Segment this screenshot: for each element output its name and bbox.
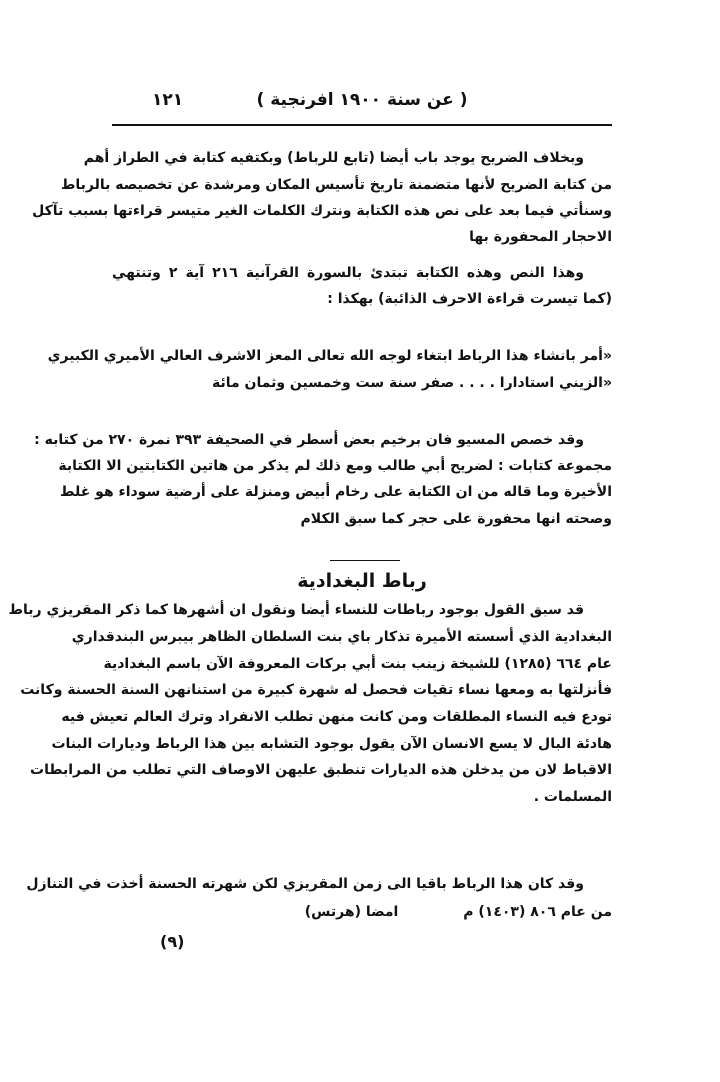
text-line: «أمر بانشاء هذا الرباط ابتغاء لوجه الله تعالى المعز الاشرف العالي الأميري الكبيري — [47, 348, 612, 364]
text-line: وصحته انها محفورة على حجر كما سبق الكلام — [300, 511, 612, 527]
text-line: فأنزلتها به ومعها نساء تقيات فحصل له شهرة كبيرة من استنانهن السنة الحسنة وكانت — [20, 682, 612, 698]
text-line: مجموعة كتابات : لضريح أبي طالب ومع ذلك لم يذكر من هاتين الكتابتين الا الكتابة — [58, 458, 612, 474]
text-line — [112, 901, 612, 923]
text-line: هادئة البال لا يسع الانسان الآن يقول بوجود التشابه بين هذا الرباط وديارات البنات — [51, 736, 612, 752]
text-line: «الزيني استادارا . . . . صفر سنة ست وخمسين وثمان مائة — [211, 375, 612, 391]
running-title: ( عن سنة ١٩٠٠ افرنجية ) — [256, 90, 468, 110]
footnote-marker: (٩) — [160, 932, 185, 951]
text-line: وسنأتي فيما بعد على نص هذه الكتابة ونترك الكلمات الغير متيسر قراءتها بسبب تآكل — [32, 203, 612, 219]
page-header — [112, 86, 612, 118]
text-line: الأخيرة وما قاله من ان الكتابة على رخام أبيض ومنزلة على أرضية سوداء هو غلط — [60, 484, 612, 500]
page-number: ١٢١ — [152, 90, 184, 110]
header-rule — [112, 124, 612, 126]
section-divider — [330, 560, 400, 561]
text-line: الاحجار المحفورة بها — [469, 229, 612, 245]
date-text: من عام ٨٠٦ (١٤٠٣) م — [463, 904, 612, 920]
text-line: الاقباط لان من يدخلن هذه الديارات تنطبق عليهن الاوصاف التي تطلب من المرابطات — [30, 762, 612, 778]
text-line: وهذا النص وهذه الكتابة تبتدئ بالسورة القرآنية ٢١٦ آية ٢ وتنتهي — [112, 265, 584, 281]
text-line: المسلمات . — [533, 789, 612, 805]
signature: امضا (هرتس) — [304, 904, 399, 920]
text-line: قد سبق القول بوجود رباطات للنساء أيضا ونقول ان أشهرها كما ذكر المقريزي رباط — [8, 602, 584, 618]
section-heading: رباط البغدادية — [297, 570, 427, 592]
text-line: تودع فيه النساء المطلقات ومن كانت منهن تطلب الانفراد وترك العالم تعيش فيه — [61, 709, 612, 725]
text-line: وقد كان هذا الرباط باقيا الى زمن المقريزي لكن شهرته الحسنة أخذت في التنازل — [26, 876, 584, 892]
text-line: وقد خصص المسيو فان برخيم بعض أسطر في الصحيفة ٣٩٣ نمرة ٢٧٠ من كتابه : — [34, 432, 584, 448]
text-line: من كتابة الضريح لأنها متضمنة تاريخ تأسيس المكان ومرشدة عن تخصيصه بالرباط — [60, 177, 612, 193]
text-line: (كما تيسرت قراءة الاحرف الذائبة) بهكذا : — [327, 291, 612, 307]
text-line: عام ٦٦٤ (١٢٨٥) للشيخة زينب بنت أبي بركات المعروفة الآن باسم البغدادية — [103, 656, 612, 672]
text-line: البغدادية الذي أسسته الأميرة تذكار باي بنت السلطان الظاهر بيبرس البندقداري — [71, 629, 612, 645]
text-line: وبخلاف الضريح يوجد باب أيضا (تابع للرباط) وبكتفيه كتابة في الطراز أهم — [83, 150, 584, 166]
